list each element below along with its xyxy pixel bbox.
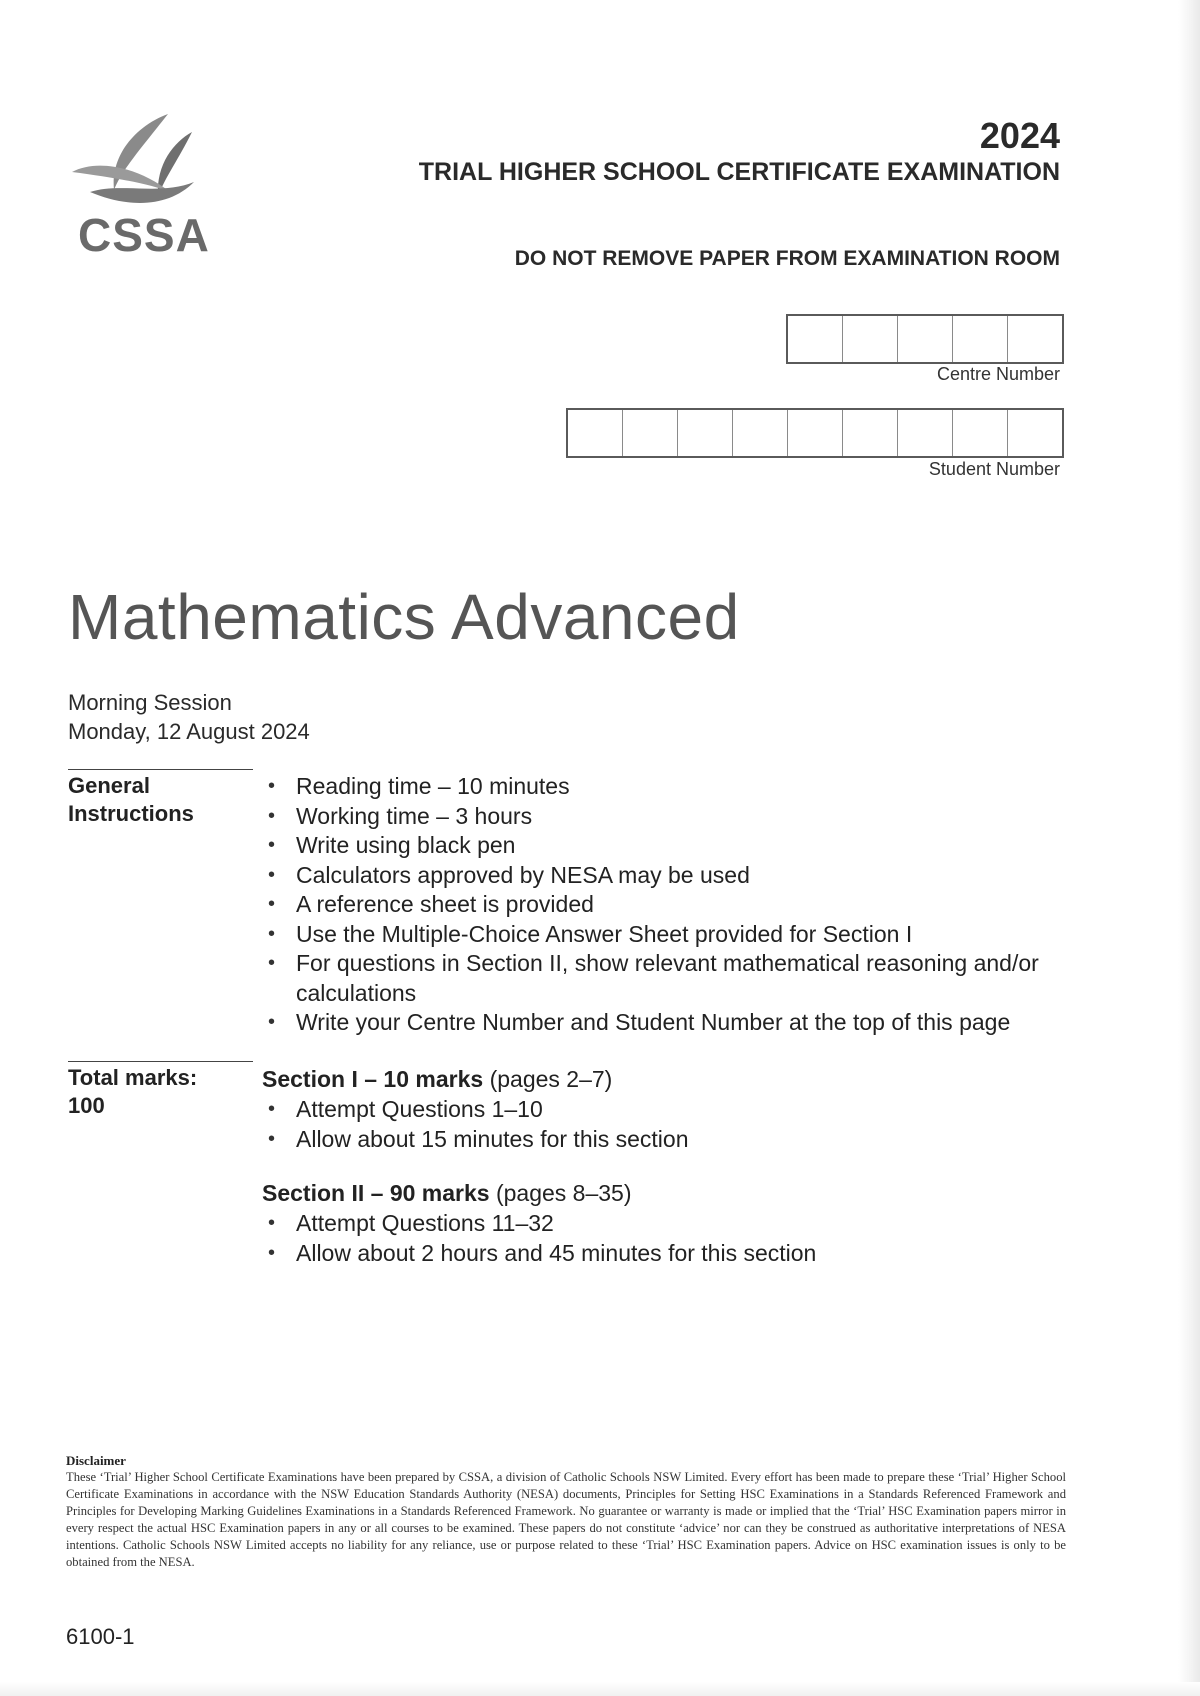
list-item: • Calculators approved by NESA may be used [262,861,1082,891]
centre-number-cell[interactable] [898,316,953,362]
divider [68,769,253,770]
student-number-cell[interactable] [788,410,843,456]
disclaimer-heading: Disclaimer [66,1453,126,1468]
do-not-remove-notice: DO NOT REMOVE PAPER FROM EXAMINATION ROOM [514,247,1060,270]
list-item: • A reference sheet is provided [262,890,1082,920]
general-instructions-heading [68,772,194,828]
centre-number-label: Centre Number [936,364,1060,384]
list-item: • For questions in Section II, show relevant mathematical reasoning and/or calculations [262,949,1082,1008]
disclaimer-body: These ‘Trial’ Higher School Certificate Examinations have been prepared by CSSA, a division of Catholic Schools NSW Limited. Every effort has been made to prepare these ‘Trial’ Higher School Certificate Examinations in accordance with the NSW Education Standards Authority (NESA) documents, Principles for Setting HSC Examinations in a Standards Referenced Framework and Principles for Developing Marking Guidelines Examinations in a Standards Referenced Framework. No guarantee or warranty is made or implied that the ‘Trial’ HSC Examination papers mirror in every respect the actual HSC Examination papers in any or all courses to be examined. These papers do not constitute ‘advice’ nor can they be construed as authoritative interpretations of NESA intentions. Catholic Schools NSW Limited accepts no liability for any reliance, use or purpose related to these ‘Trial’ HSC Examination papers. Advice on HSC examination issues is only to be obtained from the NESA. [66,1470,1066,1569]
total-marks-value: 100 [68,1093,105,1118]
centre-number-cell[interactable] [843,316,898,362]
centre-number-cell[interactable] [788,316,843,362]
divider [68,1061,253,1062]
exam-title: TRIAL HIGHER SCHOOL CERTIFICATE EXAMINATION [418,158,1060,186]
student-number-cell[interactable] [953,410,1008,456]
section-2-list [262,1209,816,1268]
student-number-label: Student Number [928,459,1060,479]
subject-title: Mathematics Advanced [68,581,740,653]
centre-number-boxes[interactable] [786,314,1064,364]
list-item: • Write your Centre Number and Student Number at the top of this page [262,1008,1082,1038]
list-item: • Reading time – 10 minutes [262,772,1082,802]
student-number-cell[interactable] [678,410,733,456]
list-item: • Allow about 2 hours and 45 minutes for this section [262,1239,816,1269]
list-item: • Use the Multiple-Choice Answer Sheet provided for Section I [262,920,1082,950]
list-item: • Attempt Questions 11–32 [262,1209,816,1239]
heading-line: Total marks: [68,1065,198,1090]
heading-line: General [68,773,150,798]
paper-code: 6100-1 [66,1624,135,1649]
page-bottom-edge [0,1682,1200,1696]
student-number-cell[interactable] [898,410,953,456]
centre-number-cell[interactable] [1008,316,1062,362]
heading-line: Instructions [68,801,194,826]
list-item: • Working time – 3 hours [262,802,1082,832]
list-item: • Attempt Questions 1–10 [262,1095,688,1125]
section-2-title-bold: Section II – 90 marks [262,1180,490,1206]
student-number-cell[interactable] [733,410,788,456]
section-1-list [262,1095,688,1154]
logo-wordmark: CSSA [78,209,210,261]
centre-number-cell[interactable] [953,316,1008,362]
student-number-cell[interactable] [568,410,623,456]
section-2-title [262,1180,632,1207]
student-number-cell[interactable] [843,410,898,456]
section-1-pages: (pages 2–7) [483,1066,613,1092]
student-number-cell[interactable] [1008,410,1062,456]
section-1-title-bold: Section I – 10 marks [262,1066,484,1092]
session-info [68,688,310,746]
section-2-pages: (pages 8–35) [489,1180,632,1206]
total-marks-heading [68,1064,197,1120]
general-instructions-list [262,772,1082,1038]
section-1-title [262,1066,612,1093]
session-time: Morning Session [68,690,232,715]
student-number-boxes[interactable] [566,408,1064,458]
list-item: • Write using black pen [262,831,1082,861]
student-number-cell[interactable] [623,410,678,456]
session-date: Monday, 12 August 2024 [68,719,310,744]
list-item: • Allow about 15 minutes for this section [262,1125,688,1155]
page-edge-shadow [1178,0,1200,1696]
exam-year: 2024 [979,115,1060,156]
